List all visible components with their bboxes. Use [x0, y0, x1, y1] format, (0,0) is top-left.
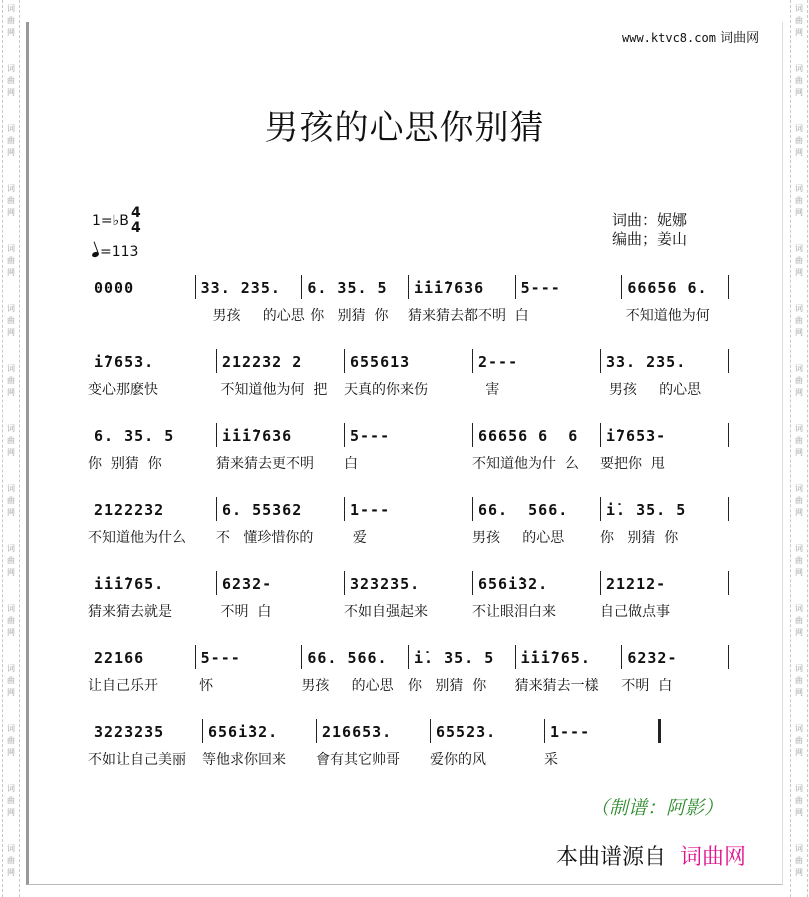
site-header	[622, 27, 759, 46]
score-row	[88, 649, 738, 709]
watermark-char: 词	[795, 64, 803, 73]
lyricist-composer: 词曲：妮娜	[612, 211, 688, 229]
measure	[344, 427, 472, 487]
source-line	[556, 840, 746, 871]
quarter-note-icon	[91, 251, 99, 258]
watermark-char: 曲	[795, 436, 803, 445]
watermark-char: 曲	[795, 196, 803, 205]
measure-notes: 66. 566.	[307, 649, 388, 667]
barline	[728, 275, 729, 299]
watermark-char: 曲	[795, 796, 803, 805]
watermark-char: 网	[7, 268, 15, 277]
measure-lyrics: 猜来猜去更不明	[216, 456, 314, 472]
barline	[728, 571, 729, 595]
tempo-value: =113	[100, 244, 139, 260]
watermark-char: 词	[795, 124, 803, 133]
barline	[202, 719, 203, 743]
measure-lyrics: 害	[472, 382, 500, 398]
score-row	[88, 501, 738, 561]
measure-notes: 5---	[350, 427, 391, 445]
measure-lyrics: 白	[344, 456, 358, 472]
time-top: 4	[131, 205, 141, 221]
watermark-char: 词	[7, 64, 15, 73]
measure	[472, 353, 600, 413]
score-row	[88, 279, 738, 339]
time-bottom: 4	[131, 220, 141, 236]
measure-lyrics: 爱	[344, 530, 367, 546]
site-name: 词曲网	[720, 31, 760, 46]
watermark-char: 词	[795, 844, 803, 853]
measure-notes: 65523.	[436, 723, 497, 741]
watermark-char: 网	[7, 748, 15, 757]
watermark-char: 网	[7, 88, 15, 97]
measure-lyrics: 不让眼泪白来	[472, 604, 556, 620]
measure	[408, 279, 515, 339]
measure	[600, 353, 728, 413]
barline	[195, 275, 196, 299]
measure-notes: 66. 566.	[478, 501, 569, 519]
barline	[600, 571, 601, 595]
measure-lyrics: 你 别猜 你	[301, 308, 389, 324]
measure-notes: 5---	[200, 649, 241, 667]
measure-notes: 323235.	[350, 575, 421, 593]
tempo-marking	[92, 244, 138, 260]
measure-lyrics: 不知道他为什么	[88, 530, 186, 546]
measure	[544, 723, 658, 783]
score-row	[88, 723, 738, 783]
watermark-char: 词	[795, 544, 803, 553]
barline	[408, 645, 409, 669]
measure	[430, 723, 544, 783]
measure-lyrics: 不知道他为何 把	[216, 382, 328, 398]
measure	[88, 723, 202, 783]
watermark-char: 网	[7, 328, 15, 337]
measure-notes: i̇i̇i̇765.	[520, 649, 591, 667]
measure-lyrics: 男孩 的心思	[194, 308, 305, 324]
measure	[515, 649, 622, 709]
watermark-char: 曲	[7, 16, 15, 25]
measure-lyrics: 不如让自己美丽	[88, 752, 186, 768]
measure-notes: 6232-	[222, 575, 273, 593]
transcriber-credit: （制谱：阿影）	[590, 797, 724, 819]
measure-lyrics: 不 懂珍惜你的	[216, 530, 314, 546]
measure-lyrics: 不明 白	[216, 604, 272, 620]
watermark-char: 曲	[795, 496, 803, 505]
watermark-char: 网	[7, 628, 15, 637]
watermark-char: 词	[7, 544, 15, 553]
measure-notes: i̇. 35. 5	[414, 649, 495, 667]
time-signature	[131, 206, 141, 236]
barline	[600, 349, 601, 373]
barline	[408, 275, 409, 299]
measure	[344, 353, 472, 413]
measure-notes: 6. 55362	[222, 501, 303, 519]
measure-notes: i̇i̇i̇7636	[222, 427, 293, 445]
watermark-char: 网	[7, 388, 15, 397]
watermark-char: 网	[7, 688, 15, 697]
watermark-char: 词	[7, 424, 15, 433]
measure-notes: 33. 235.	[200, 279, 281, 297]
measure	[472, 501, 600, 561]
watermark-char: 曲	[795, 76, 803, 85]
watermark-char: 网	[7, 808, 15, 817]
watermark-char: 网	[7, 448, 15, 457]
measure	[472, 575, 600, 635]
song-title: 男孩的心思你别猜	[264, 108, 545, 148]
measure-notes: 212232 2	[222, 353, 303, 371]
watermark-char: 曲	[7, 676, 15, 685]
measure	[515, 279, 622, 339]
measure-lyrics: 等他求你回来	[202, 752, 286, 768]
measure-lyrics: 白	[514, 308, 529, 324]
watermark-char: 词	[7, 124, 15, 133]
measure-lyrics: 男孩 的心思	[600, 382, 702, 398]
watermark-char: 曲	[7, 856, 15, 865]
measure	[621, 279, 728, 339]
barline	[728, 497, 729, 521]
watermark-char: 曲	[795, 736, 803, 745]
watermark-char: 词	[7, 604, 15, 613]
barline	[544, 719, 545, 743]
watermark-char: 网	[795, 688, 803, 697]
source-label: 本曲谱源自	[556, 845, 667, 870]
measure-notes: i̇i̇i̇7636	[414, 279, 485, 297]
measure-notes: 655613	[350, 353, 411, 371]
measure	[301, 279, 408, 339]
barline	[728, 645, 729, 669]
measure-lyrics: 怀	[194, 678, 214, 694]
measure-lyrics: 你 别猜 你	[88, 456, 162, 472]
measure	[621, 649, 728, 709]
score-row	[88, 575, 738, 635]
barline	[344, 423, 345, 447]
barline	[621, 645, 622, 669]
watermark-char: 词	[795, 184, 803, 193]
site-url[interactable]: www.ktvc8.com	[622, 31, 716, 45]
barline	[344, 349, 345, 373]
measure-notes: 6. 35. 5	[307, 279, 388, 297]
watermark-char: 网	[795, 628, 803, 637]
barline	[195, 645, 196, 669]
measure-notes: 656i̇32.	[478, 575, 549, 593]
measure-lyrics: 要把你 甩	[600, 456, 665, 472]
barline	[316, 719, 317, 743]
barline	[515, 645, 516, 669]
barline	[216, 349, 217, 373]
barline	[600, 423, 601, 447]
watermark-char: 词	[7, 184, 15, 193]
measure	[216, 427, 344, 487]
measure	[216, 353, 344, 413]
watermark-char: 网	[7, 28, 15, 37]
watermark-char: 网	[7, 148, 15, 157]
measure	[408, 649, 515, 709]
measure-notes: i̇7653-	[606, 427, 667, 445]
measure-notes: 1---	[350, 501, 391, 519]
measure	[195, 649, 302, 709]
measure-notes: i̇i̇i̇765.	[94, 575, 165, 593]
watermark-char: 曲	[7, 316, 15, 325]
measure-notes: i̇7653.	[94, 353, 155, 371]
watermark-char: 曲	[7, 496, 15, 505]
measure-lyrics: 你 别猜 你	[408, 678, 487, 694]
barline	[728, 349, 729, 373]
measure-lyrics: 會有其它帅哥	[316, 752, 400, 768]
watermark-char: 网	[795, 448, 803, 457]
watermark-char: 网	[795, 328, 803, 337]
watermark-char: 网	[795, 508, 803, 517]
watermark-char: 曲	[7, 556, 15, 565]
measure-lyrics: 天真的你来伤	[344, 382, 428, 398]
watermark-char: 词	[7, 784, 15, 793]
measure	[194, 279, 305, 339]
measure	[600, 427, 728, 487]
score-row	[88, 353, 738, 413]
measure	[316, 723, 430, 783]
measure-notes: 656i̇32.	[208, 723, 279, 741]
watermark-char: 词	[795, 244, 803, 253]
watermark-char: 词	[795, 784, 803, 793]
barline	[216, 497, 217, 521]
measure-notes: 2122232	[94, 501, 165, 519]
watermark-char: 曲	[7, 76, 15, 85]
measure-lyrics: 采	[544, 752, 558, 768]
measure-lyrics: 猜来猜去就是	[88, 604, 172, 620]
measure-lyrics: 变心那麽快	[88, 382, 158, 398]
watermark-char: 曲	[795, 856, 803, 865]
watermark-char: 曲	[795, 616, 803, 625]
measure	[301, 649, 408, 709]
barline	[728, 423, 729, 447]
measure-notes: 6232-	[627, 649, 678, 667]
measure-notes: 22166	[94, 649, 145, 667]
watermark-char: 网	[795, 388, 803, 397]
measure-lyrics: 男孩 的心思	[472, 530, 565, 546]
measure	[88, 353, 216, 413]
measure	[88, 427, 216, 487]
measure-lyrics: 不知道他为什 么	[472, 456, 579, 472]
watermark-char: 词	[7, 4, 15, 13]
watermark-char: 网	[7, 508, 15, 517]
measure	[88, 279, 195, 339]
watermark-char: 网	[795, 748, 803, 757]
watermark-char: 词	[795, 664, 803, 673]
watermark-char: 网	[795, 868, 803, 877]
measure-notes: 3223235	[94, 723, 165, 741]
measure-lyrics: 你 别猜 你	[600, 530, 679, 546]
watermark-char: 词	[795, 724, 803, 733]
measure	[88, 649, 195, 709]
watermark-char: 网	[7, 568, 15, 577]
barline	[216, 423, 217, 447]
barline	[472, 423, 473, 447]
measure-lyrics: 爱你的风	[430, 752, 486, 768]
measure-notes: i̇. 35. 5	[606, 501, 687, 519]
barline	[515, 275, 516, 299]
barline	[301, 645, 302, 669]
barline	[344, 497, 345, 521]
watermark-char: 词	[795, 304, 803, 313]
watermark-char: 网	[795, 568, 803, 577]
watermark-char: 词	[795, 4, 803, 13]
measure-lyrics: 不如自强起来	[344, 604, 428, 620]
score-row	[88, 427, 738, 487]
watermark-char: 网	[7, 868, 15, 877]
final-barline	[658, 719, 661, 743]
measure-notes: 216653.	[322, 723, 393, 741]
measure-notes: 5---	[520, 279, 561, 297]
watermark-char: 词	[795, 484, 803, 493]
watermark-char: 曲	[7, 196, 15, 205]
watermark-char: 曲	[7, 256, 15, 265]
measure	[216, 575, 344, 635]
barline	[430, 719, 431, 743]
arranger: 编曲；姜山	[612, 230, 688, 248]
measure-notes: 66656 6.	[627, 279, 708, 297]
watermark-char: 网	[795, 148, 803, 157]
measure-notes: 0000	[94, 279, 135, 297]
watermark-char: 网	[795, 208, 803, 217]
barline	[472, 497, 473, 521]
watermark-char: 词	[7, 304, 15, 313]
barline	[472, 349, 473, 373]
watermark-char: 词	[795, 364, 803, 373]
measure-notes: 66656 6 6	[478, 427, 579, 445]
barline	[600, 497, 601, 521]
watermark-char: 网	[795, 28, 803, 37]
measure-notes: 1---	[550, 723, 591, 741]
watermark-char: 曲	[7, 436, 15, 445]
watermark-char: 曲	[795, 256, 803, 265]
watermark-char: 词	[7, 244, 15, 253]
watermark-char: 词	[7, 724, 15, 733]
measure-notes: 2---	[478, 353, 519, 371]
measure	[600, 501, 728, 561]
key-signature: 1=♭B	[92, 213, 129, 229]
measure	[600, 575, 728, 635]
watermark-char: 网	[7, 208, 15, 217]
measure-lyrics: 猜来猜去都不明	[408, 308, 506, 324]
watermark-char: 网	[795, 88, 803, 97]
barline	[344, 571, 345, 595]
watermark-char: 曲	[7, 136, 15, 145]
measure	[344, 575, 472, 635]
watermark-char: 词	[7, 364, 15, 373]
watermark-char: 词	[795, 604, 803, 613]
barline	[621, 275, 622, 299]
measure	[216, 501, 344, 561]
watermark-char: 曲	[7, 796, 15, 805]
measure-lyrics: 不明 白	[621, 678, 673, 694]
watermark-char: 词	[7, 484, 15, 493]
measure-lyrics: 不知道他为何	[621, 308, 710, 324]
credits	[612, 211, 687, 249]
measure	[88, 501, 216, 561]
watermark-char: 曲	[795, 136, 803, 145]
measure	[472, 427, 600, 487]
watermark-char: 曲	[795, 316, 803, 325]
barline	[216, 571, 217, 595]
watermark-char: 曲	[795, 676, 803, 685]
watermark-char: 网	[795, 808, 803, 817]
measure	[88, 575, 216, 635]
watermark-char: 词	[7, 844, 15, 853]
watermark-char: 曲	[7, 616, 15, 625]
watermark-char: 曲	[795, 556, 803, 565]
watermark-char: 网	[795, 268, 803, 277]
barline	[472, 571, 473, 595]
watermark-char: 词	[7, 664, 15, 673]
measure-lyrics: 让自己乐开	[88, 678, 158, 694]
watermark-char: 曲	[7, 736, 15, 745]
source-brand[interactable]: 词曲网	[680, 845, 747, 870]
barline	[301, 275, 302, 299]
watermark-char: 词	[795, 424, 803, 433]
measure-lyrics: 自己做点事	[600, 604, 670, 620]
measure	[202, 723, 316, 783]
measure-notes: 6. 35. 5	[94, 427, 175, 445]
watermark-char: 曲	[795, 16, 803, 25]
measure	[344, 501, 472, 561]
measure-lyrics: 猜来猜去一樣	[514, 678, 599, 694]
watermark-char: 曲	[795, 376, 803, 385]
measure-lyrics: 男孩 的心思	[301, 678, 394, 694]
watermark-char: 曲	[7, 376, 15, 385]
measure-notes: 33. 235.	[606, 353, 687, 371]
measure-notes: 21212-	[606, 575, 667, 593]
